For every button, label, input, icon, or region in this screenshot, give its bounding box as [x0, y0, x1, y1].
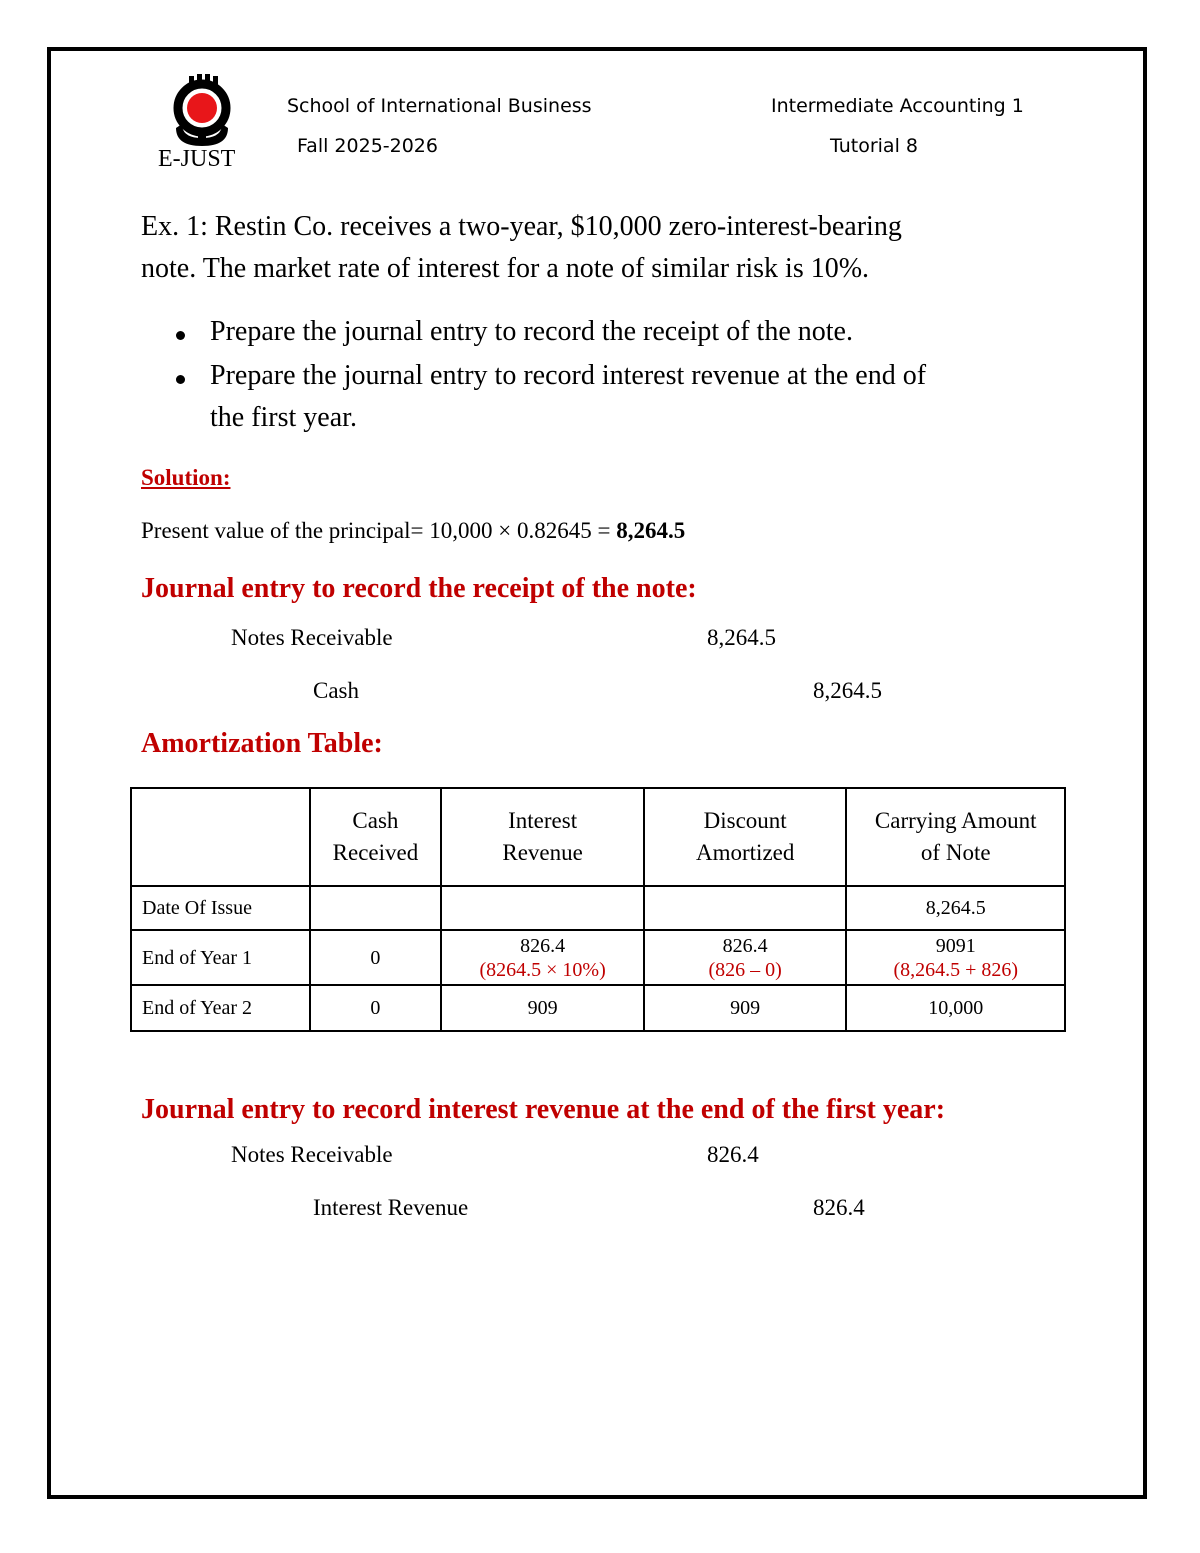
header-discount-amortized: Discount Amortized [644, 788, 847, 886]
table-row [131, 985, 1065, 1031]
cell-cash: 0 [310, 930, 442, 985]
table-row [131, 886, 1065, 930]
exercise-line-1: Ex. 1: Restin Co. receives a two-year, $10,000 zero-interest-bearing [141, 211, 902, 242]
journal2-credit-amount: 826.4 [813, 1195, 865, 1220]
cell-carrying: 8,264.5 [846, 886, 1065, 930]
discount-note: (826 – 0) [708, 958, 782, 981]
cell-discount [644, 886, 847, 930]
tutorial-number: Tutorial 8 [830, 135, 918, 157]
cell-discount: 909 [644, 985, 847, 1031]
header-interest-revenue: Interest Revenue [441, 788, 644, 886]
carrying-note: (8,264.5 + 826) [893, 958, 1019, 981]
journal2-credit-account: Interest Revenue [313, 1195, 469, 1220]
present-value-result: 8,264.5 [616, 518, 686, 543]
journal2-debit-account: Notes Receivable [231, 1142, 393, 1167]
carrying-value: 9091 [935, 934, 976, 957]
journal1-debit-account: Notes Receivable [231, 625, 393, 650]
cell-cash [310, 886, 442, 930]
row-label: End of Year 2 [131, 985, 310, 1031]
journal2-debit-amount: 826.4 [707, 1142, 759, 1167]
amortization-table [130, 787, 1066, 1032]
header-blank [131, 788, 310, 886]
journal1-title: Journal entry to record the receipt of the note: [141, 573, 697, 604]
term: Fall 2025-2026 [297, 135, 438, 157]
course-name: Intermediate Accounting 1 [771, 95, 1024, 117]
journal1-debit-amount: 8,264.5 [707, 625, 776, 650]
amortization-title: Amortization Table: [141, 728, 383, 759]
header-cash-received: Cash Received [310, 788, 442, 886]
bullet-item-2-cont: the first year. [210, 402, 357, 433]
journal2-title: Journal entry to record interest revenue at the end of the first year: [141, 1094, 946, 1125]
logo-text: E-JUST [158, 146, 236, 172]
cell-carrying [846, 930, 1065, 985]
exercise-line-2: note. The market rate of interest for a note of similar risk is 10%. [141, 253, 870, 284]
cell-interest [441, 930, 644, 985]
present-value-text: Present value of the principal= 10,000 × 0.82645 = [141, 518, 617, 543]
header-carrying-amount: Carrying Amount of Note [846, 788, 1065, 886]
table-header-row [131, 788, 1065, 886]
bullet-icon [176, 375, 185, 384]
bullet-item-1: Prepare the journal entry to record the receipt of the note. [210, 316, 853, 347]
row-label: Date Of Issue [131, 886, 310, 930]
cell-carrying: 10,000 [846, 985, 1065, 1031]
present-value-line [141, 518, 685, 544]
solution-label: Solution: [141, 465, 231, 490]
journal1-credit-amount: 8,264.5 [813, 678, 882, 703]
row-label: End of Year 1 [131, 930, 310, 985]
interest-value: 826.4 [520, 934, 566, 957]
journal1-credit-account: Cash [313, 678, 359, 703]
bullet-item-2: Prepare the journal entry to record interest revenue at the end of [210, 360, 927, 391]
cell-interest: 909 [441, 985, 644, 1031]
cell-interest [441, 886, 644, 930]
school-name: School of International Business [287, 95, 592, 117]
bullet-icon [176, 331, 185, 340]
cell-cash: 0 [310, 985, 442, 1031]
discount-value: 826.4 [722, 934, 768, 957]
interest-note: (8264.5 × 10%) [479, 958, 606, 981]
table-row [131, 930, 1065, 985]
cell-discount [644, 930, 847, 985]
